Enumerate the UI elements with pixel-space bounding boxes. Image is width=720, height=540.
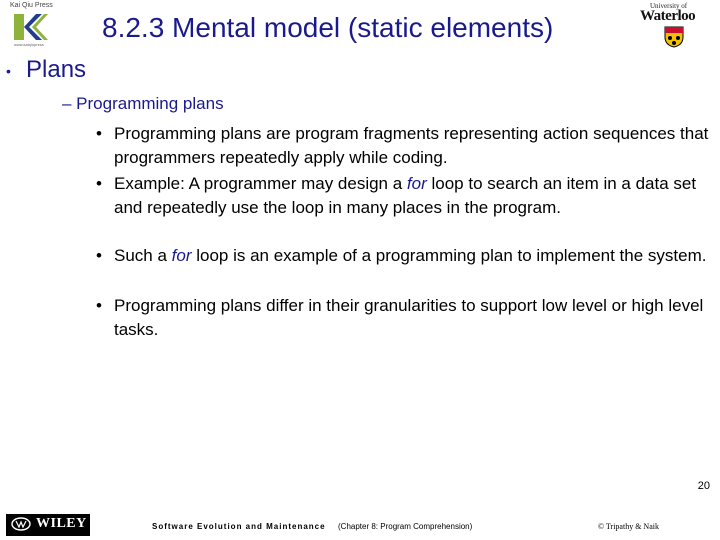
wiley-text: WILEY [36,516,87,531]
bullet-2-text: Example: A programmer may design a for loop to search an item in a data set and repeatedly use the loop in many places in the program. [114,174,697,217]
logo-right-line2: Waterloo [640,8,696,24]
bullet-1 [96,122,714,170]
keyword-for: for [406,174,427,193]
level1-item [6,56,87,84]
slide-title: 8.2.3 Mental model (static elements) [102,12,554,43]
page-number: 20 [697,480,710,492]
publisher-logo-left [8,2,54,48]
bullet-3-text: Such a for loop is an example of a programming plan to implement the system. [114,246,707,265]
footer-book-title: Software Evolution and Maintenance [152,522,326,531]
footer-chapter: (Chapter 8: Program Comprehension) [338,522,473,531]
bullet-4 [96,294,714,342]
level1-text: Plans [26,56,87,83]
publisher-logo-wiley [6,514,90,536]
bullet-1-text: Programming plans are program fragments representing action sequences that programmers repeatedly apply while coding. [114,124,709,167]
level2-item: – Programming plans [62,94,224,113]
university-logo [636,0,714,50]
bullet-3 [96,244,714,268]
bullet-glyph: • [96,174,102,193]
bullet-4-text: Programming plans differ in their granularities to support low level or high level tasks. [114,296,704,339]
logo-right-line1: University of [650,2,688,10]
bullet-2 [96,172,714,220]
kk-logo-icon [12,12,50,42]
logo-left-subtext: www.kaiqiupress [14,42,44,47]
footer-copyright: © Tripathy & Naik [598,522,659,531]
bullet-glyph: • [96,296,102,315]
shield-icon [664,26,684,48]
wiley-emblem-icon [10,517,32,531]
bullet-glyph: • [96,124,102,143]
bullet-glyph: • [96,246,102,265]
level1-bullet: • [6,63,11,79]
logo-left-text: Kai Qiu Press [10,2,53,9]
keyword-for: for [171,246,192,265]
